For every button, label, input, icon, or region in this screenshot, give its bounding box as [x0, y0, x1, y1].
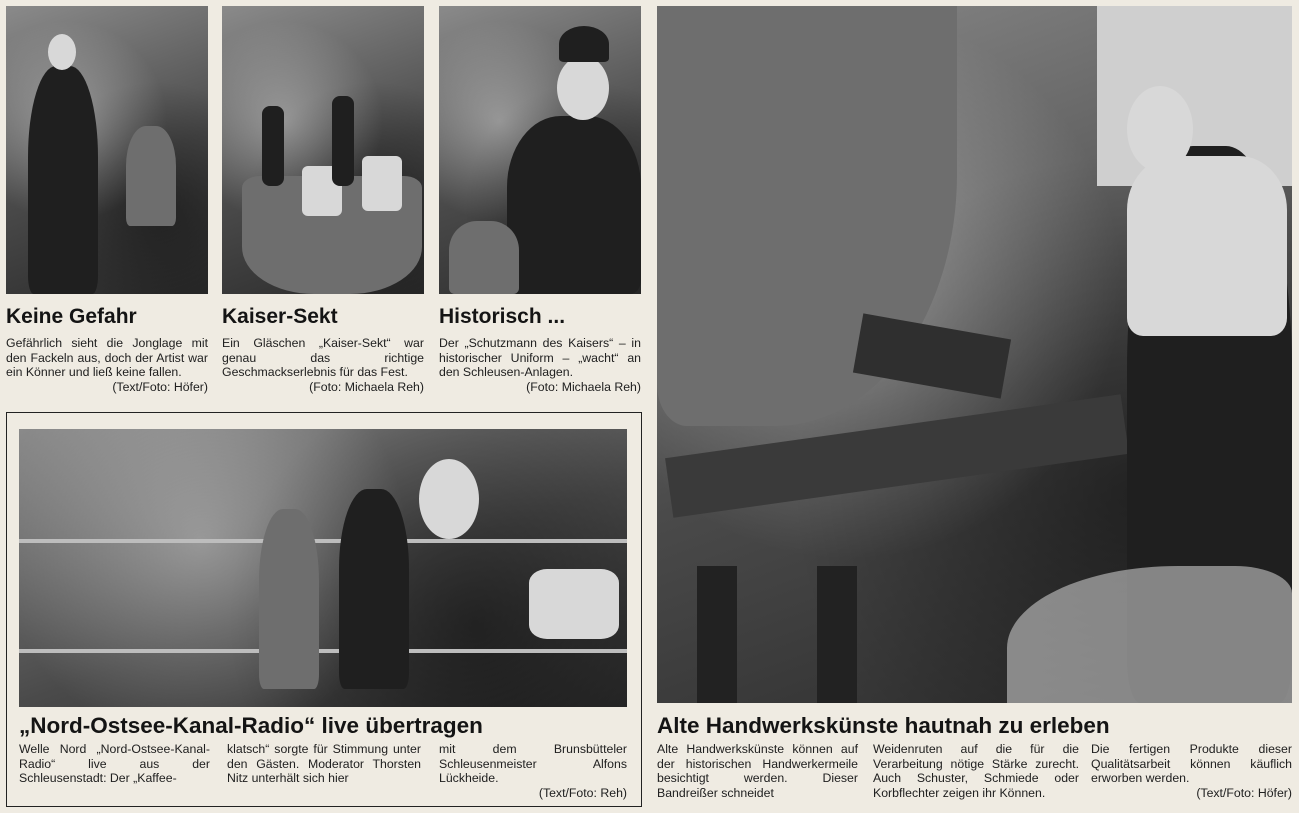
caption-historisch [439, 336, 641, 394]
photo-sekt-basket [222, 6, 424, 294]
handwerk-column-1: Alte Handwerkskünste können auf der historischen Handwerkermeile besichtigt werden. Dieser Bandreißer schneidet [657, 742, 858, 800]
caption-kaiser-sekt [222, 336, 424, 394]
headline-keine-gefahr: Keine Gefahr [6, 305, 137, 328]
photo-credit: (Text/Foto: Höfer) [112, 379, 208, 394]
headline-handwerk: Alte Handwerkskünste hautnah zu erleben [657, 713, 1110, 738]
handwerk-columns [657, 742, 1292, 806]
photo-historical-policeman [439, 6, 641, 294]
photo-credit: (Foto: Michaela Reh) [309, 379, 424, 394]
caption-text: Die fertigen Produkte dieser Qualitätsarbeit können käuflich erworben werden. [1091, 742, 1292, 786]
photo-radio-stage [19, 429, 627, 707]
headline-radio: „Nord-Ostsee-Kanal-Radio“ live übertragen [19, 713, 483, 738]
photo-credit: (Text/Foto: Reh) [538, 785, 627, 800]
radio-columns [19, 742, 627, 800]
headline-kaiser-sekt: Kaiser-Sekt [222, 305, 338, 328]
photo-juggler [6, 6, 208, 294]
photo-credit: (Foto: Michaela Reh) [526, 379, 641, 394]
caption-keine-gefahr [6, 336, 208, 394]
handwerk-column-2: Weidenruten auf die für die Verarbeitung nötige Stärke zurecht. Auch Schuster, Schmiede oder Korbflechter zeigen ihr Können. [873, 742, 1079, 800]
caption-text: mit dem Brunsbütteler Schleusenmeister Alfons Lückheide. [439, 742, 627, 786]
radio-column-3 [439, 742, 627, 800]
headline-historisch: Historisch ... [439, 305, 566, 328]
handwerk-column-3 [1091, 742, 1292, 800]
caption-text: Ein Gläschen „Kaiser-Sekt“ war genau das richtige Geschmackserlebnis für das Fest. [222, 336, 424, 380]
caption-text: Gefährlich sieht die Jonglage mit den Fackeln aus, doch der Artist war ein Könner und ließ keine fallen. [6, 336, 208, 380]
radio-column-1: Welle Nord „Nord-Ostsee-Kanal-Radio“ live aus der Schleusenstadt: Der „Kaffee- [19, 742, 210, 786]
photo-craftsman [657, 6, 1292, 703]
photo-credit: (Text/Foto: Höfer) [1196, 785, 1292, 800]
caption-text: Der „Schutzmann des Kaisers“ – in historischer Uniform – „wacht“ an den Schleusen-Anlagen. [439, 336, 641, 380]
radio-column-2: klatsch“ sorgte für Stimmung unter den Gästen. Moderator Thorsten Nitz unterhält sich hier [227, 742, 421, 786]
